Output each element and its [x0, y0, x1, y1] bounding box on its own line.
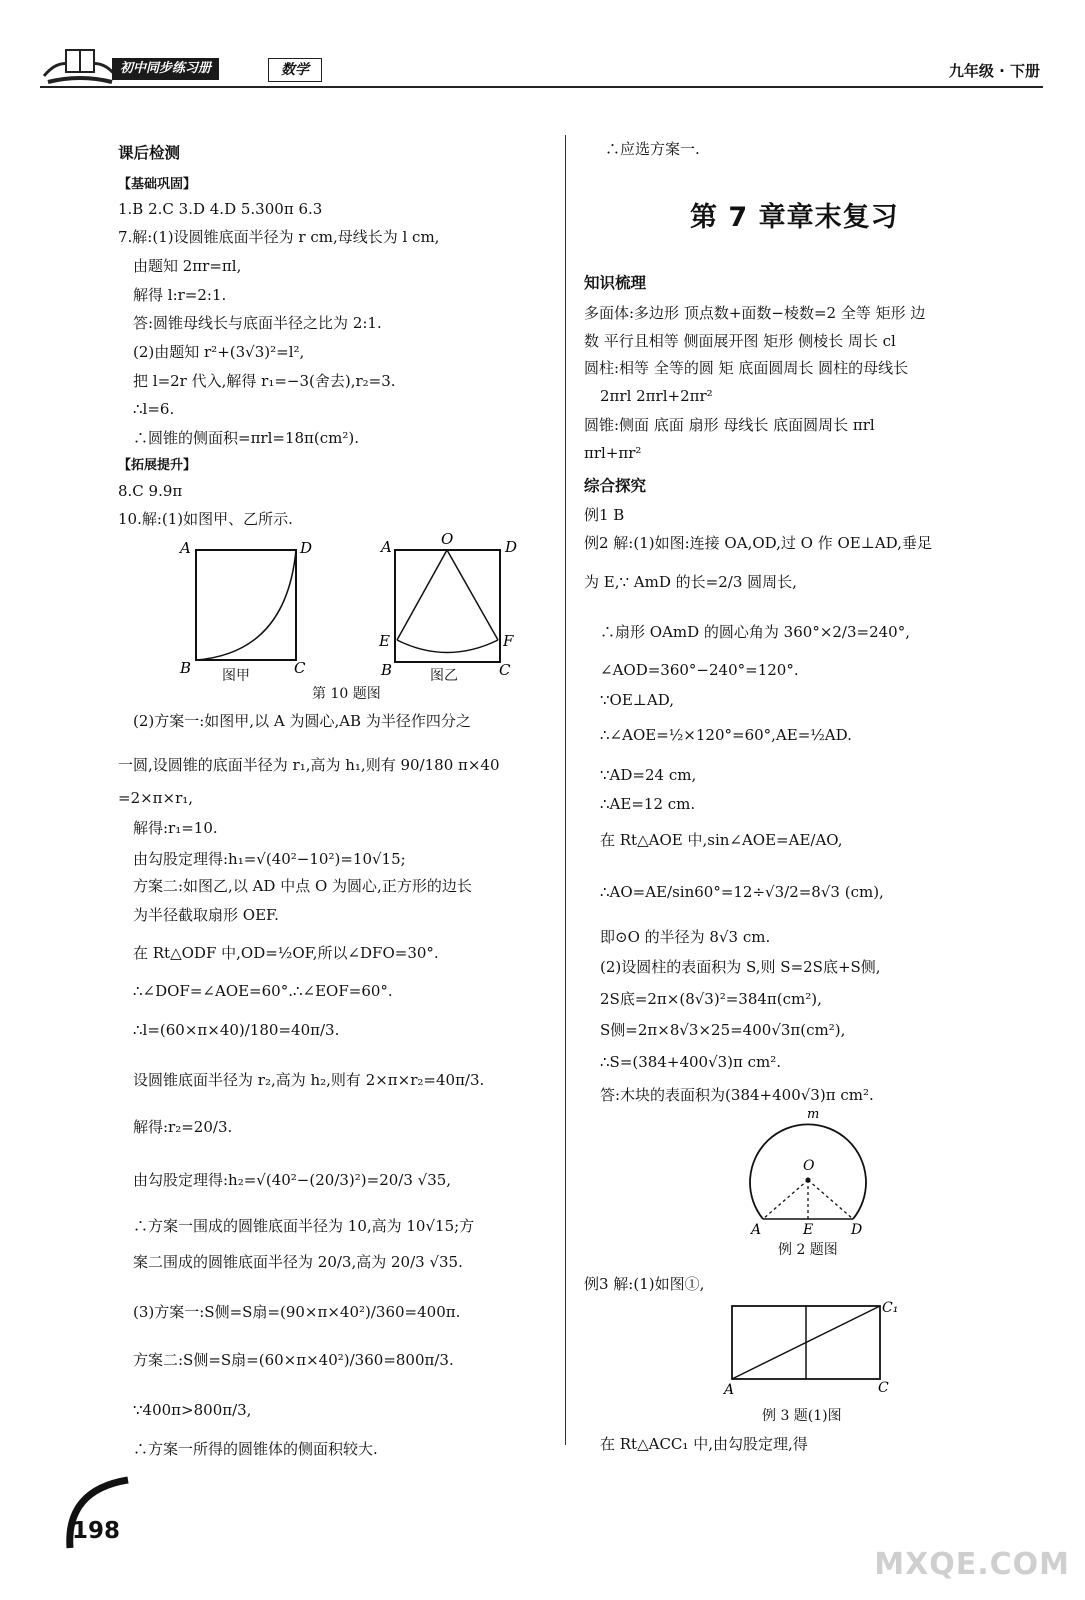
section-title: 课后检测 — [118, 144, 181, 162]
knowledge-line: 数 平行且相等 侧面展开图 矩形 侧棱长 周长 cl — [584, 332, 896, 350]
example-line: 例3 解:(1)如图①, — [584, 1275, 705, 1293]
example-line: 在 Rt△AOE 中,sin∠AOE=AE/AO, — [600, 831, 843, 849]
example-line: ∴S=(384+400√3)π cm². — [600, 1053, 782, 1071]
page-number: 198 — [72, 1518, 121, 1544]
watermark: MXQE.COM — [874, 1547, 1070, 1582]
figure-jia-label: 图甲 — [222, 668, 250, 684]
knowledge-line: 多面体:多边形 顶点数+面数−棱数=2 全等 矩形 边 — [584, 304, 926, 322]
example2-figure — [745, 1108, 875, 1242]
example-line: ∴AO=AE/sin60°=12÷√3/2=8√3 (cm), — [600, 883, 884, 901]
svg-text:C: C — [878, 1380, 889, 1396]
example-line: 为 E,∵ AmD 的长=2/3 圆周长, — [584, 573, 797, 591]
subject-label: 数学 — [268, 58, 322, 82]
answer-line: 1.B 2.C 3.D 4.D 5.300π 6.3 — [118, 200, 323, 218]
example-line: (2)设圆柱的表面积为 S,则 S=2S底+S侧, — [600, 958, 881, 976]
svg-text:O: O — [803, 1158, 815, 1174]
answer-line: 解得:r₂=20/3. — [133, 1118, 233, 1136]
example3-figure — [722, 1298, 907, 1402]
example-line: S侧=2π×8√3×25=400√3π(cm²), — [600, 1021, 846, 1039]
svg-text:E: E — [379, 632, 390, 650]
answer-line: 把 l=2r 代入,解得 r₁=−3(舍去),r₂=3. — [133, 372, 396, 390]
svg-text:C₁: C₁ — [882, 1300, 899, 1316]
series-title: 初中同步练习册 — [112, 58, 219, 80]
figure-caption: 第 10 题图 — [312, 686, 381, 702]
svg-text:A: A — [381, 538, 392, 556]
answer-line: ∵400π>800π/3, — [133, 1401, 252, 1419]
example-line: ∵AD=24 cm, — [600, 766, 697, 784]
tag-basic: 【基础巩固】 — [118, 177, 197, 192]
answer-line: 答:圆锥母线长与底面半径之比为 2:1. — [133, 314, 382, 332]
svg-text:C: C — [294, 659, 306, 677]
svg-text:A: A — [180, 539, 191, 557]
example3-caption: 例 3 题(1)图 — [762, 1408, 842, 1424]
svg-text:D: D — [851, 1222, 863, 1238]
example-line: 2S底=2π×(8√3)²=384π(cm²), — [600, 990, 822, 1008]
answer-line: 解得:r₁=10. — [133, 819, 218, 837]
figure-yi-label: 图乙 — [430, 668, 458, 684]
answer-line: 方案二:如图乙,以 AD 中点 O 为圆心,正方形的边长 — [133, 877, 472, 895]
answer-line: ∴l=(60×π×40)/180=40π/3. — [133, 1021, 340, 1039]
answer-line: 方案二:S侧=S扇=(60×π×40²)/360=800π/3. — [133, 1351, 454, 1369]
svg-text:A: A — [751, 1222, 762, 1238]
example-line: ∴∠AOE=½×120°=60°,AE=½AD. — [600, 726, 852, 744]
answer-line: 解得 l:r=2:1. — [133, 286, 227, 304]
example-line: ∴扇形 OAmD 的圆心角为 360°×2/3=240°, — [600, 623, 910, 641]
example-line: ∴AE=12 cm. — [600, 795, 696, 813]
example-line: 即⊙O 的半径为 8√3 cm. — [600, 928, 771, 946]
grade-label: 九年级 · 下册 — [948, 62, 1040, 80]
answer-line: (3)方案一:S侧=S扇=(90×π×40²)/360=400π. — [133, 1303, 461, 1321]
answer-line: ∴l=6. — [133, 400, 175, 418]
svg-text:D: D — [300, 539, 313, 557]
knowledge-line: 圆柱:相等 全等的圆 矩 底面圆周长 圆柱的母线长 — [584, 359, 909, 377]
section-knowledge: 知识梳理 — [584, 274, 647, 292]
answer-line: ∴方案一所得的圆锥体的侧面积较大. — [133, 1440, 378, 1458]
section-explore: 综合探究 — [584, 477, 647, 495]
answer-line: 8.C 9.9π — [118, 482, 183, 500]
svg-text:m: m — [807, 1108, 820, 1122]
svg-text:B: B — [381, 661, 393, 679]
answer-line: 一圆,设圆锥的底面半径为 r₁,高为 h₁,则有 90/180 π×40 — [118, 756, 500, 774]
knowledge-line: 圆锥:侧面 底面 扇形 母线长 底面圆周长 πrl — [584, 416, 875, 434]
answer-line: (2)由题知 r²+(3√3)²=l², — [133, 343, 305, 361]
answer-line: 由勾股定理得:h₁=√(40²−10²)=10√15; — [133, 850, 406, 868]
example-line: 例2 解:(1)如图:连接 OA,OD,过 O 作 OE⊥AD,垂足 — [584, 534, 932, 552]
example-line: 在 Rt△ACC₁ 中,由勾股定理,得 — [600, 1435, 808, 1453]
knowledge-line: 2πrl 2πrl+2πr² — [600, 387, 713, 405]
series-logo — [40, 46, 120, 90]
answer-line: 设圆锥底面半径为 r₂,高为 h₂,则有 2×π×r₂=40π/3. — [133, 1071, 485, 1089]
answer-line: 由题知 2πr=πl, — [133, 257, 242, 275]
answer-line: 案二围成的圆锥底面半径为 20/3,高为 20/3 √35. — [133, 1253, 463, 1271]
svg-text:B: B — [180, 659, 192, 677]
answer-line: ∴应选方案一. — [605, 140, 700, 158]
knowledge-line: πrl+πr² — [584, 444, 642, 462]
svg-text:A: A — [724, 1382, 735, 1398]
answer-line: (2)方案一:如图甲,以 A 为圆心,AB 为半径作四分之 — [133, 712, 471, 730]
answer-line: =2×π×r₁, — [118, 789, 194, 807]
example2-caption: 例 2 题图 — [778, 1242, 838, 1258]
example-line: ∵OE⊥AD, — [600, 691, 674, 709]
chapter-title: 第 7 章章末复习 — [690, 202, 899, 233]
example-line: 例1 B — [584, 506, 625, 524]
column-divider — [565, 135, 566, 1445]
answer-line: ∴方案一围成的圆锥底面半径为 10,高为 10√15;方 — [133, 1217, 475, 1235]
answer-line: 10.解:(1)如图甲、乙所示. — [118, 510, 293, 528]
example-line: ∠AOD=360°−240°=120°. — [600, 661, 799, 679]
answer-line: 由勾股定理得:h₂=√(40²−(20/3)²)=20/3 √35, — [133, 1171, 452, 1189]
svg-text:C: C — [499, 661, 511, 679]
tag-extend: 【拓展提升】 — [118, 458, 197, 473]
answer-line: 在 Rt△ODF 中,OD=½OF,所以∠DFO=30°. — [133, 944, 439, 962]
svg-text:D: D — [505, 538, 518, 556]
svg-text:E: E — [803, 1222, 814, 1238]
answer-line: ∴圆锥的侧面积=πrl=18π(cm²). — [133, 429, 360, 447]
answer-line: ∴∠DOF=∠AOE=60°.∴∠EOF=60°. — [133, 982, 393, 1000]
answer-line: 为半径截取扇形 OEF. — [133, 906, 279, 924]
header-rule — [40, 86, 1043, 88]
svg-text:F: F — [503, 632, 514, 650]
example-line: 答:木块的表面积为(384+400√3)π cm². — [600, 1086, 874, 1104]
svg-text:O: O — [441, 530, 454, 548]
answer-line: 7.解:(1)设圆锥底面半径为 r cm,母线长为 l cm, — [118, 228, 440, 246]
